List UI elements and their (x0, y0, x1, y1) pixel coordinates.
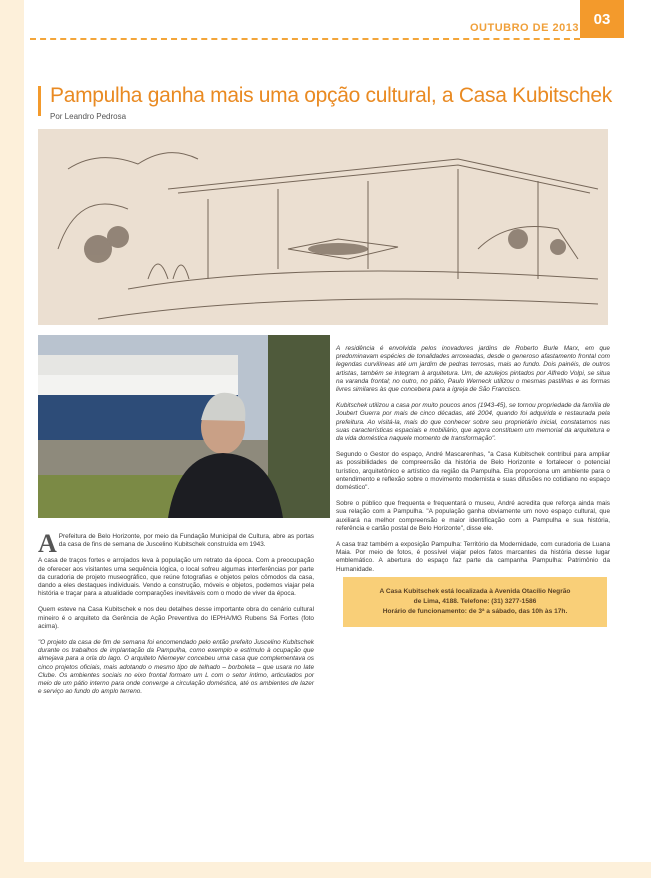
left-paragraph-2: A casa de traços fortes e arrojados leva à população um retrato da época. Com a preocupação de oferecer aos visitantes uma sequência lógica, o local sofreu algumas interferências por parte da curadoria de projeto museográfico, que reúne fotografias e objetos pelos cômodos da casa, dando a eles destaques individuais. Vendo a construção, móveis e objetos, podemos viajar pela história e traçar para a atualidade comparações inevitáveis com o modo de viver da época. (38, 557, 314, 598)
left-text-column (38, 529, 314, 704)
man-in-front-of-house-photo (38, 335, 330, 518)
right-paragraph-1: A residência é envolvida pelos inovadores jardins de Roberto Burle Marx, em que predominavam espécies de tonalidades arroxeadas, desde o generoso afastamento frontal com legendas curvilíneas até um jardim de pedras terrosas, mais ao fundo. Dois painéis, de outros artistas, também se integram à arquitetura. Um, de azulejos pintados por Alfredo Volpi, se situa na varanda frontal; no outro, no pátio, Paulo Werneck utilizou o mesmas pastilhas e as formas livres similares às que concebera para a igreja de São Francisco. (336, 345, 610, 394)
page-number: 03 (580, 0, 624, 38)
address-info-box (343, 577, 607, 627)
issue-date: OUTUBRO DE 2013 (470, 22, 579, 34)
right-paragraph-2: Kubitschek utilizou a casa por muito poucos anos (1943-45), se tornou propriedade da família de Joubert Guerra por mais de cinco décadas, até 2004, quando foi adquirida e restaurada pela prefeitura. Ao visitá-la, mais do que conhecer sobre seu proprietário inicial, constatamos nas suas características espaciais e mobiliário, que agora constituem um memorial da arquitetura e da vida doméstica naquele momento de transformação". (336, 402, 610, 443)
info-box-line-2: de Lima, 4188. Telefone: (31) 3277-1586 (413, 598, 537, 606)
left-margin-band (0, 0, 24, 878)
info-box-line-1: A Casa Kubitschek está localizada à Avenida Otacílio Negrão (379, 588, 571, 596)
right-paragraph-5: A casa traz também a exposição Pampulha: Território da Modernidade, com curadoria de Luana Maia. Por meio de fotos, é possível viajar pelos fatos marcantes da história desse lugar emblemático. A abertura do espaço faz parte da campanha Pampulha: Patrimônio da Humanidade. (336, 541, 610, 573)
article-byline: Por Leandro Pedrosa (50, 112, 127, 121)
info-box-line-3: Horário de funcionamento: de 3ª a sábado, das 10h às 17h. (382, 607, 568, 615)
bottom-margin-band (0, 862, 651, 878)
left-paragraph-4: "O projeto da casa de fim de semana foi encomendado pelo então prefeito Juscelino Kubitschek durante os trabalhos de implantação da Pampulha, como exemplo e estímulo à ocupação que almejava para a orla do lago. O arquiteto Niemeyer concebeu uma casa que complementava os cinco projetos oficiais, mais adotando o mesmo tipo de telhado – borboleta – que usara no Iate Clube. Os ambientes sociais no eixo frontal formam um L com o setor íntimo, articulados por meio de um pátio interno para onde converge a circulação doméstica, até os ambientes de lazer e serviço ao fundo do amplo terreno. (38, 639, 314, 696)
right-paragraph-4: Sobre o público que frequenta e frequentará o museu, André acredita que reforça ainda mais sua relação com a Pampulha. "A população ganha obviamente um novo espaço cultural, que auxiliará na melhor compreensão e maior identificação com a Pampulha e sua história, referência e cartão postal de Belo Horizonte", disse ele. (336, 500, 610, 532)
sketch-drawing (38, 129, 608, 325)
right-text-column (336, 345, 610, 582)
architectural-sketch-image (38, 129, 608, 325)
photo-drawing (38, 335, 330, 518)
left-paragraph-3: Quem esteve na Casa Kubitschek e nos deu detalhes desse importante obra do cenário cultural mineiro é o arquiteto da Gerência de Ação Preventiva do IEPHA/MG Rubens Sá Fortes (foto acima). (38, 606, 314, 630)
headline-accent-bar (38, 86, 41, 116)
left-paragraph-1 (38, 529, 314, 558)
left-paragraph-1-text: Prefeitura de Belo Horizonte, por meio da Fundação Municipal de Cultura, abre as portas da casa de fins de semana de Juscelino Kubitschek construída em 1943. (58, 533, 314, 549)
drop-cap: A (38, 529, 57, 558)
right-paragraph-3: Segundo o Gestor do espaço, André Mascarenhas, "a Casa Kubitschek contribui para ampliar as possibilidades de compreensão da história de Belo Horizonte e fortalecer o potencial turístico, arquitetônico e artístico da região da Pampulha. Ela proporciona um ambiente para o entendimento e reflexão sobre o movimento modernista e suas difusões no cotidiano no espaço doméstico". (336, 451, 610, 492)
article-headline: Pampulha ganha mais uma opção cultural, a Casa Kubitschek (50, 84, 612, 107)
header-dashed-rule (30, 38, 580, 40)
